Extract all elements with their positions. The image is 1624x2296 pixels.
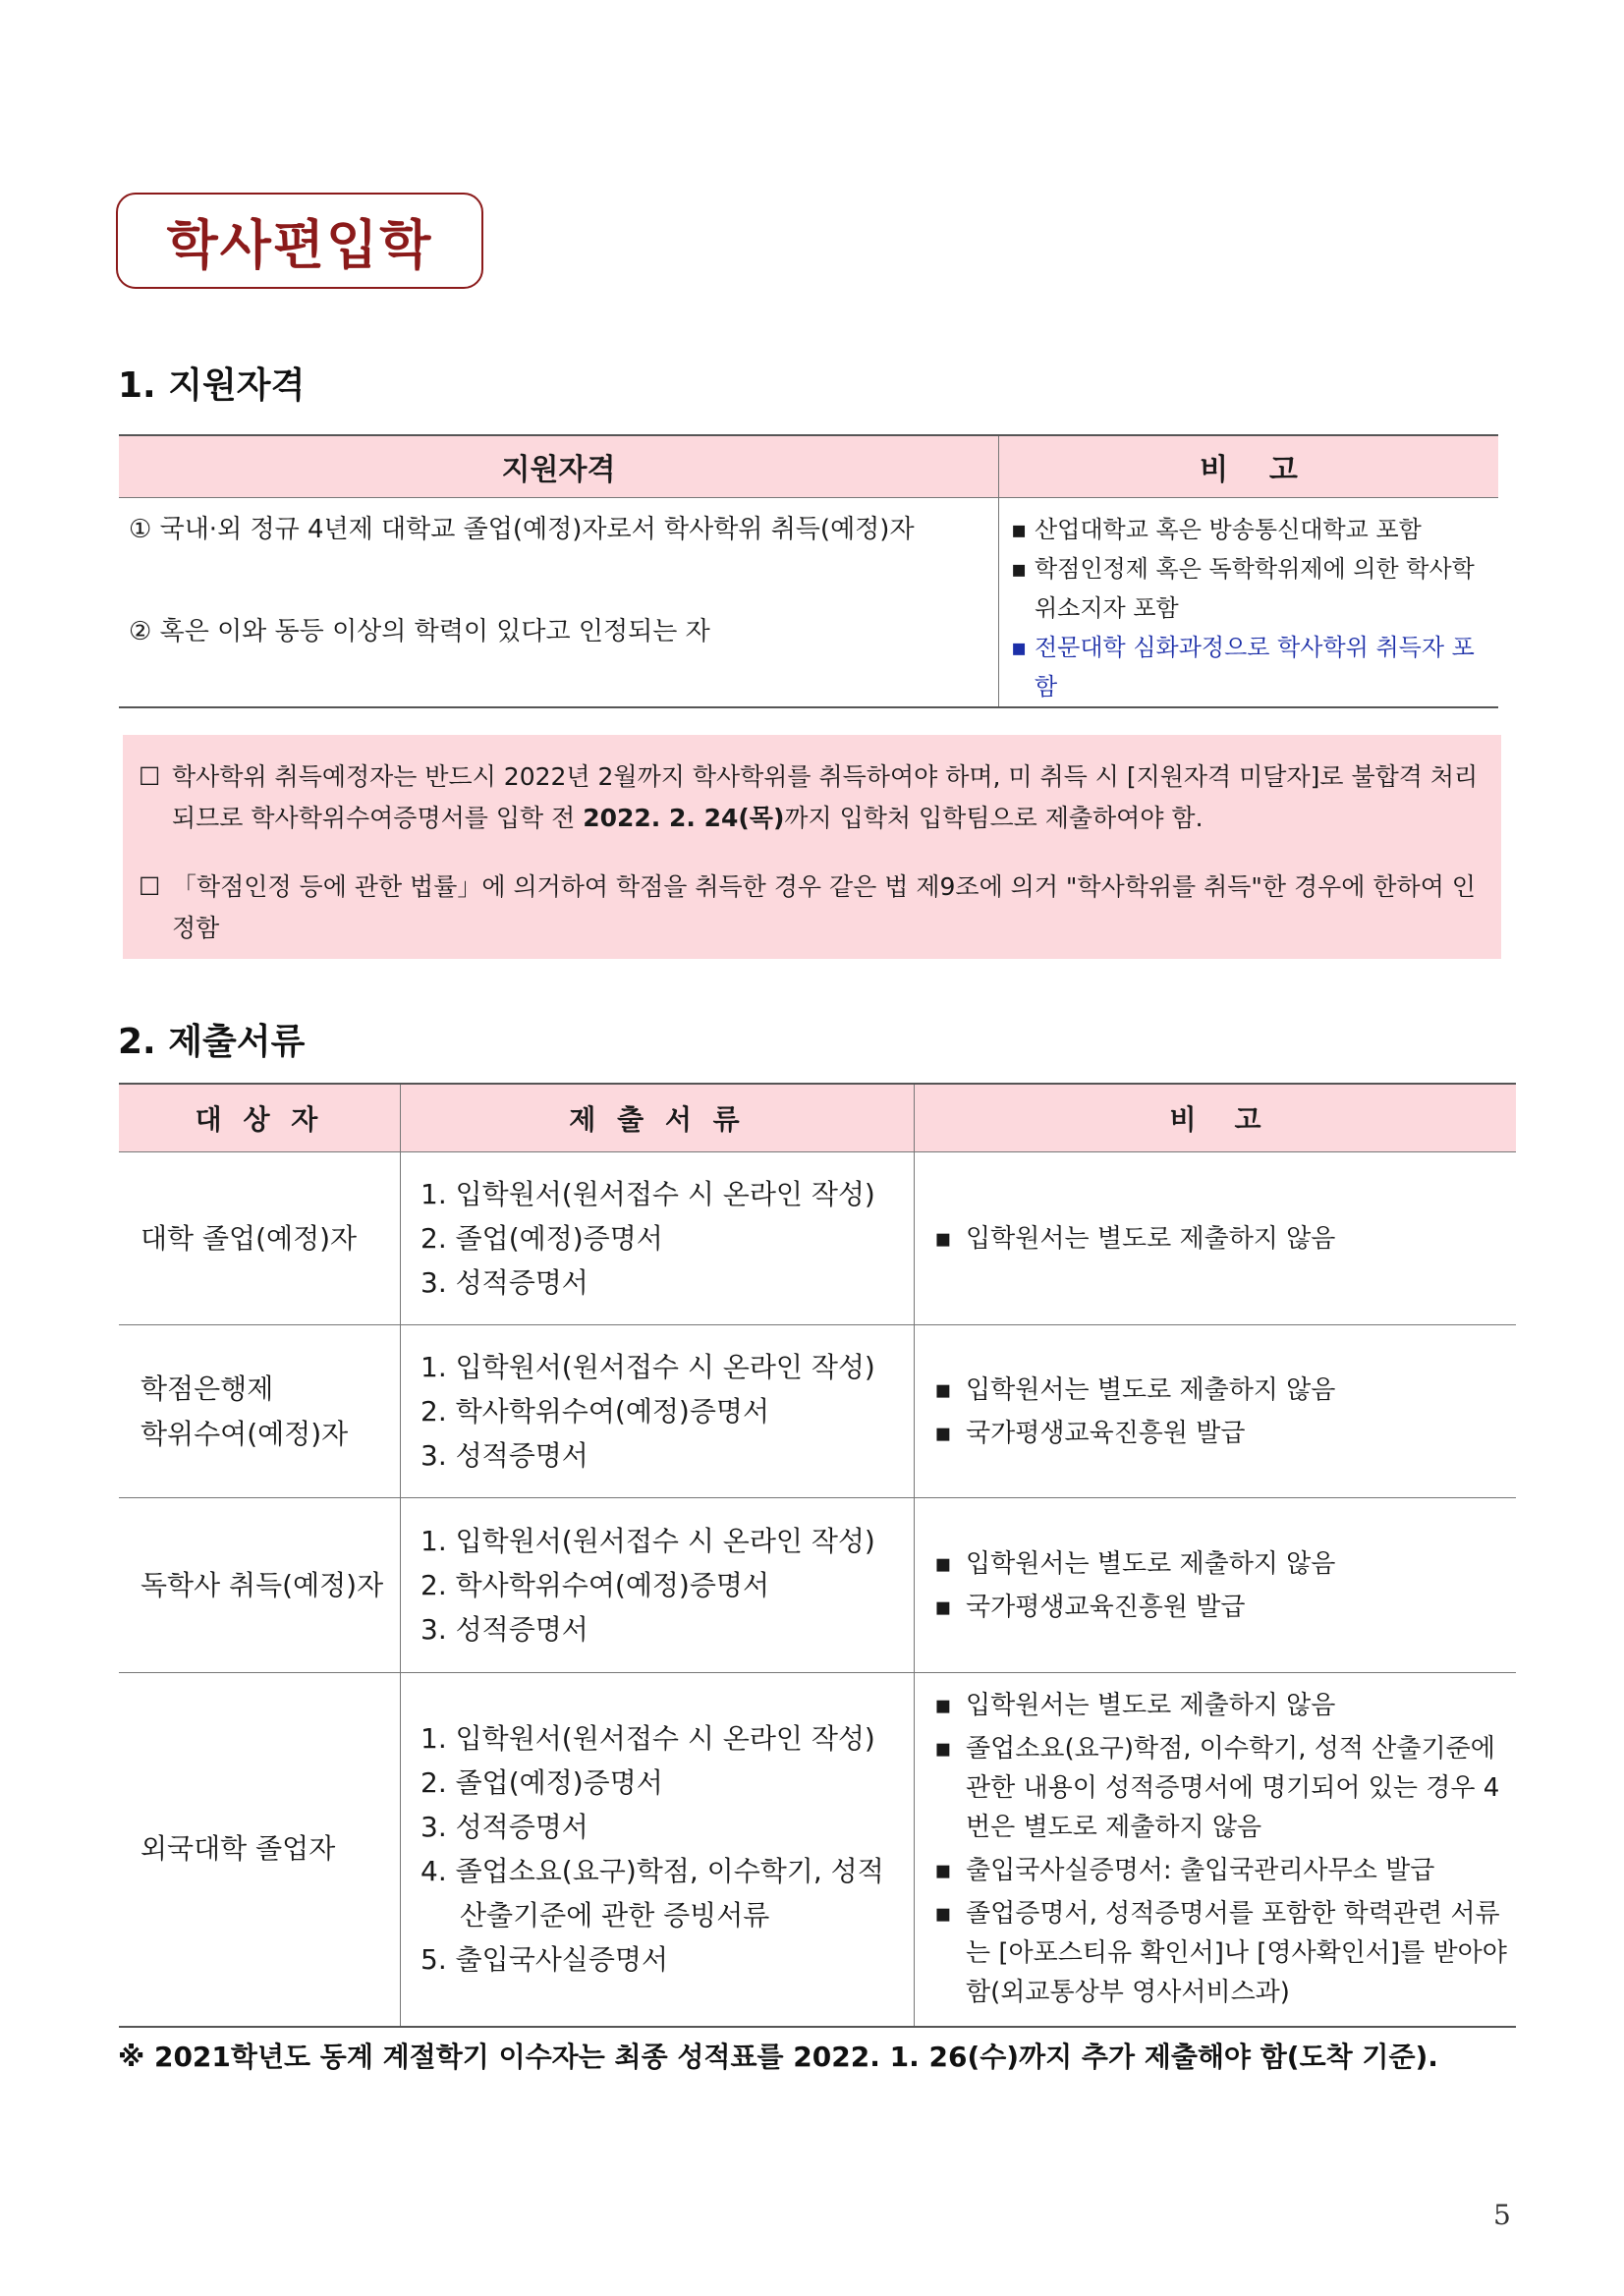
target-cell: 대학 졸업(예정)자 bbox=[119, 1152, 401, 1325]
target-cell: 외국대학 졸업자 bbox=[119, 1673, 401, 2027]
remark-text: 산업대학교 혹은 방송통신대학교 포함 bbox=[1035, 516, 1422, 543]
target-cell: 독학사 취득(예정)자 bbox=[119, 1498, 401, 1673]
notice-item bbox=[139, 756, 1487, 839]
header-remarks: 비 고 bbox=[999, 435, 1499, 498]
remarks-cell: ▪ 입학원서는 별도로 제출하지 않음 ▪ 국가평생교육진흥원 발급 bbox=[915, 1325, 1517, 1498]
bullet-icon: ▪ bbox=[934, 1899, 952, 1930]
bullet-icon: ▪ bbox=[934, 1592, 952, 1622]
table-row bbox=[119, 1498, 1516, 1673]
documents-cell: 1. 입학원서(원서접수 시 온라인 작성) 2. 학사학위수여(예정)증명서 3. 성적증명서 bbox=[401, 1498, 915, 1673]
qualification-item: ② 혹은 이와 동등 이상의 학력이 있다고 인정되는 자 bbox=[129, 617, 710, 646]
bullet-icon: ▪ bbox=[934, 1418, 952, 1448]
bullet-icon: ▪ bbox=[1011, 516, 1028, 543]
bullet-icon: ▪ bbox=[1011, 634, 1028, 661]
notice-text: 학사학위 취득예정자는 반드시 2022년 2월까지 학사학위를 취득하여야 하며, 미 취득 시 [지원자격 미달자]로 불합격 처리되므로 학사학위수여증명서를 입학 전 2022. 2. 24(목)까지 입학처 입학팀으로 제출하여야 함. bbox=[172, 762, 1479, 832]
bullet-icon: ▪ bbox=[1011, 555, 1028, 583]
documents-cell: 1. 입학원서(원서접수 시 온라인 작성) 2. 학사학위수여(예정)증명서 3. 성적증명서 bbox=[401, 1325, 915, 1498]
qualification-table bbox=[119, 434, 1498, 708]
header-documents: 제 출 서 류 bbox=[401, 1084, 915, 1152]
table-row bbox=[119, 1673, 1516, 2027]
bullet-icon: ▪ bbox=[934, 1223, 952, 1254]
bullet-icon: ▪ bbox=[934, 1374, 952, 1405]
table-row bbox=[119, 1325, 1516, 1498]
bullet-icon: ▪ bbox=[934, 1856, 952, 1886]
qualification-cell bbox=[119, 498, 999, 708]
table-row bbox=[119, 1152, 1516, 1325]
notice-item bbox=[139, 867, 1487, 949]
target-cell: 학점은행제 학위수여(예정)자 bbox=[119, 1325, 401, 1498]
qualification-item: ① 국내·외 정규 4년제 대학교 졸업(예정)자로서 학사학위 취득(예정)자 bbox=[129, 515, 915, 544]
checkbox-icon: ☐ bbox=[139, 872, 161, 901]
section1-heading: 1. 지원자격 bbox=[118, 365, 306, 406]
documents-table bbox=[119, 1083, 1516, 2028]
page-title: 학사편입학 bbox=[116, 193, 483, 289]
remark-item bbox=[1011, 549, 1488, 628]
documents-cell: 1. 입학원서(원서접수 시 온라인 작성) 2. 졸업(예정)증명서 3. 성적증명서 4. 졸업소요(요구)학점, 이수학기, 성적 산출기준에 관한 증빙서류 5. 출입국사실증명서 bbox=[401, 1673, 915, 2027]
notice-text: 「학점인정 등에 관한 법률」에 의거하여 학점을 취득한 경우 같은 법 제9조에 의거 "학사학위를 취득"한 경우에 한하여 인정함 bbox=[172, 872, 1476, 942]
remarks-cell: ▪ 입학원서는 별도로 제출하지 않음 ▪ 국가평생교육진흥원 발급 bbox=[915, 1498, 1517, 1673]
bullet-icon: ▪ bbox=[934, 1548, 952, 1579]
remark-text: 학점인정제 혹은 독학학위제에 의한 학사학위소지자 포함 bbox=[1035, 555, 1475, 622]
remark-item-highlight bbox=[1011, 628, 1488, 706]
page-number: 5 bbox=[1493, 2199, 1511, 2231]
bullet-icon: ▪ bbox=[934, 1691, 952, 1721]
remarks-cell: ▪ 입학원서는 별도로 제출하지 않음 ▪ 졸업소요(요구)학점, 이수학기, 성적 산출기준에 관한 내용이 성적증명서에 명기되어 있는 경우 4번은 별도로 제출하지 않음 ▪ 출입국사실증명서: 출입국관리사무소 발급 ▪ 졸업증명서, 성적증명서를 포함한 학력관련 서류는 [아포스티유 확인서]나 [영사확인서]를 받아야 함(외교통상부 영사서비스과) bbox=[915, 1673, 1517, 2027]
remarks-cell: ▪ 입학원서는 별도로 제출하지 않음 bbox=[915, 1152, 1517, 1325]
notice-box bbox=[123, 735, 1501, 959]
remark-item bbox=[1011, 510, 1488, 549]
checkbox-icon: ☐ bbox=[139, 762, 161, 791]
qualification-remarks-cell bbox=[999, 498, 1499, 708]
header-qualification: 지원자격 bbox=[119, 435, 999, 498]
header-target: 대 상 자 bbox=[119, 1084, 401, 1152]
header-remarks: 비 고 bbox=[915, 1084, 1517, 1152]
bullet-icon: ▪ bbox=[934, 1734, 952, 1764]
remark-text: 전문대학 심화과정으로 학사학위 취득자 포함 bbox=[1035, 634, 1475, 700]
documents-cell: 1. 입학원서(원서접수 시 온라인 작성) 2. 졸업(예정)증명서 3. 성적증명서 bbox=[401, 1152, 915, 1325]
section2-heading: 2. 제출서류 bbox=[118, 1022, 306, 1062]
footer-note: ※ 2021학년도 동계 계절학기 이수자는 최종 성적표를 2022. 1. 26(수)까지 추가 제출해야 함(도착 기준). bbox=[118, 2041, 1438, 2073]
